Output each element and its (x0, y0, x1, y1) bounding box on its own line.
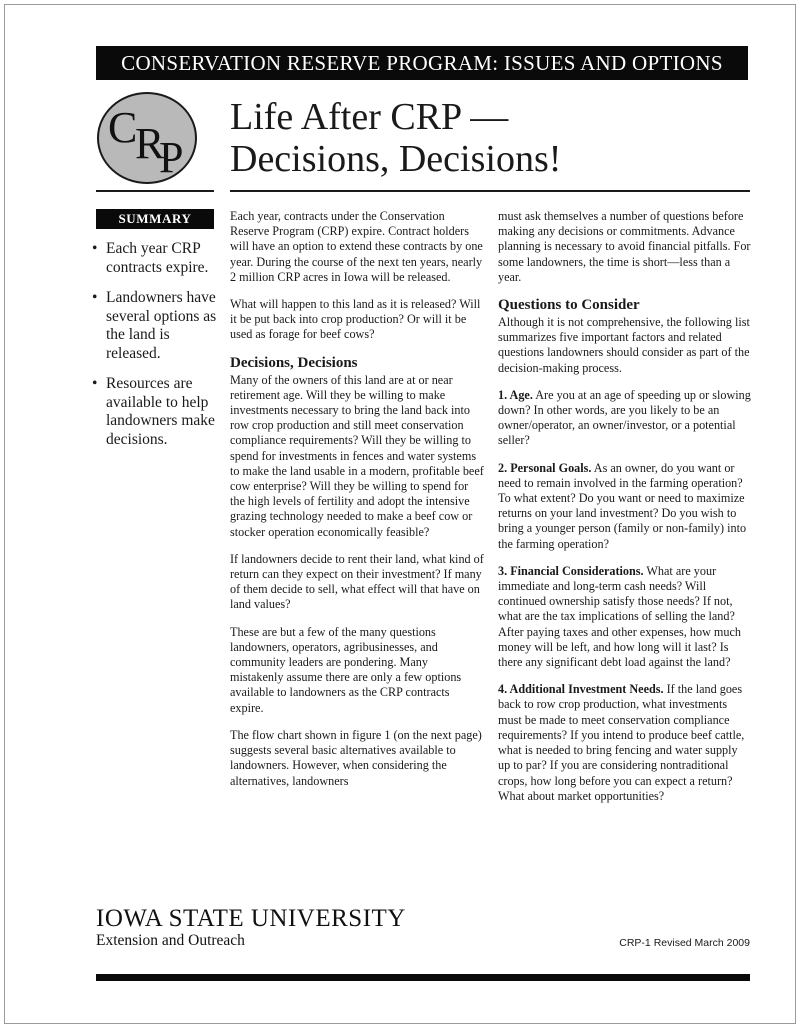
question-text: As an owner, do you want or need to remain involved in the farming operation? To what extent? Do you want or need to maximize returns on your land investment? Do you wish to bring a younger person (family or non-family) into the farming operation? (498, 460, 747, 551)
summary-item-text: Each year CRP contracts expire. (106, 240, 209, 276)
university-name: IOWA STATE UNIVERSITY (96, 905, 406, 932)
question-investment (498, 682, 752, 804)
bottom-rule (96, 974, 750, 981)
question-age (498, 388, 752, 449)
extension-unit: Extension and Outreach (96, 932, 245, 949)
bullet-icon: • (92, 289, 98, 306)
summary-item (92, 289, 222, 363)
paragraph: The flow chart shown in figure 1 (on the next page) suggests several basic alternatives available to landowners. However, when considering the alternatives, landowners (230, 727, 482, 788)
question-text: If the land goes back to row crop production, what investments must be made to meet conservation compliance requirements? If you intend to produce beef cattle, what is needed to bring fencing and water supply up to par? If you are considering nontraditional crops, how long before you can expect a return? What about market opportunities? (498, 682, 745, 803)
question-label: 3. Financial Considerations. (498, 563, 644, 578)
question-financial (498, 564, 752, 670)
bullet-icon: • (92, 375, 98, 392)
question-label: 2. Personal Goals. (498, 460, 592, 475)
paragraph: Many of the owners of this land are at or near retirement age. Will they be willing to make investments necessary to bring the land back into row crop production and still meet conservation compliance requirements? Will they be willing to spend for investments in fences and water systems to make the land usable in a modern, profitable beef cow enterprise? Will they be willing to spend for the high levels of fertility and adopt the intensive grazing technology needed to make a beef cow or stocker operation economically feasible? (230, 372, 484, 539)
section-heading: Decisions, Decisions (230, 354, 358, 371)
bullet-icon: • (92, 240, 98, 257)
body-column-left (230, 209, 484, 801)
logo-letter-c: C (108, 103, 138, 152)
series-banner (96, 46, 748, 80)
title-line-2: Decisions, Decisions! (230, 138, 562, 180)
paragraph: Although it is not comprehensive, the following list summarizes five important factors and related questions landowners should consider as part of the decision-making process. (498, 315, 750, 375)
series-banner-text: CONSERVATION RESERVE PROGRAM: ISSUES AND OPTIONS (121, 50, 723, 75)
question-label: 1. Age. (498, 387, 533, 402)
summary-item (92, 240, 222, 277)
summary-item-text: Landowners have several options as the land is released. (106, 289, 217, 362)
question-label: 4. Additional Investment Needs. (498, 682, 664, 697)
summary-heading (96, 209, 214, 229)
question-personal-goals (498, 461, 752, 552)
paragraph: These are but a few of the many questions landowners, operators, agribusinesses, and community leaders are pondering. Many mistakenly assume there are only a few options available to landowners as the CRP contracts expire. (230, 624, 462, 715)
body-column-right (498, 209, 752, 816)
section-heading: Questions to Consider (498, 297, 640, 314)
publication-code: CRP-1 Revised March 2009 (619, 937, 750, 949)
title-line-1: Life After CRP — (230, 96, 509, 138)
question-text: What are your immediate and long-term cash needs? Will continued ownership satisfy those needs? If not, what are the tax implications of selling the land? After paying taxes and other expenses, how much money will be left, and how long will it last? Is there any significant debt load against the land? (498, 563, 742, 670)
crp-logo (97, 92, 197, 184)
question-text: Are you at an age of speeding up or slowing down? In other words, are you likely to be an owner/operator, an owner/investor, or a potential seller? (498, 387, 751, 448)
paragraph: What will happen to this land as it is released? Will it be put back into crop production? Or will it be used as forage for beef cows? (230, 297, 481, 342)
left-divider (96, 190, 214, 192)
summary-heading-text: SUMMARY (118, 211, 192, 226)
paragraph: Each year, contracts under the Conservation Reserve Program (CRP) expire. Contract holders will have an option to extend these contracts by one year. During the course of the next ten years, nearly 2 million CRP acres in Iowa will be released. (230, 209, 483, 284)
paragraph: must ask themselves a number of questions before making any decisions or commitments. Advance planning is necessary to avoid financial pitfalls. For some landowners, the time is short—less than a year. (498, 209, 751, 284)
summary-item (92, 375, 222, 449)
page-title (230, 96, 750, 180)
logo-letter-r: R (135, 119, 165, 168)
logo-letter-p: P (159, 133, 184, 182)
paragraph: If landowners decide to rent their land, what kind of return can they expect on their investment? If many of them decide to sell, what effect will that have on land values? (230, 551, 484, 612)
summary-list (92, 240, 222, 461)
title-divider (230, 190, 750, 192)
university-logo (96, 906, 406, 950)
summary-item-text: Resources are available to help landowners make decisions. (106, 375, 215, 448)
